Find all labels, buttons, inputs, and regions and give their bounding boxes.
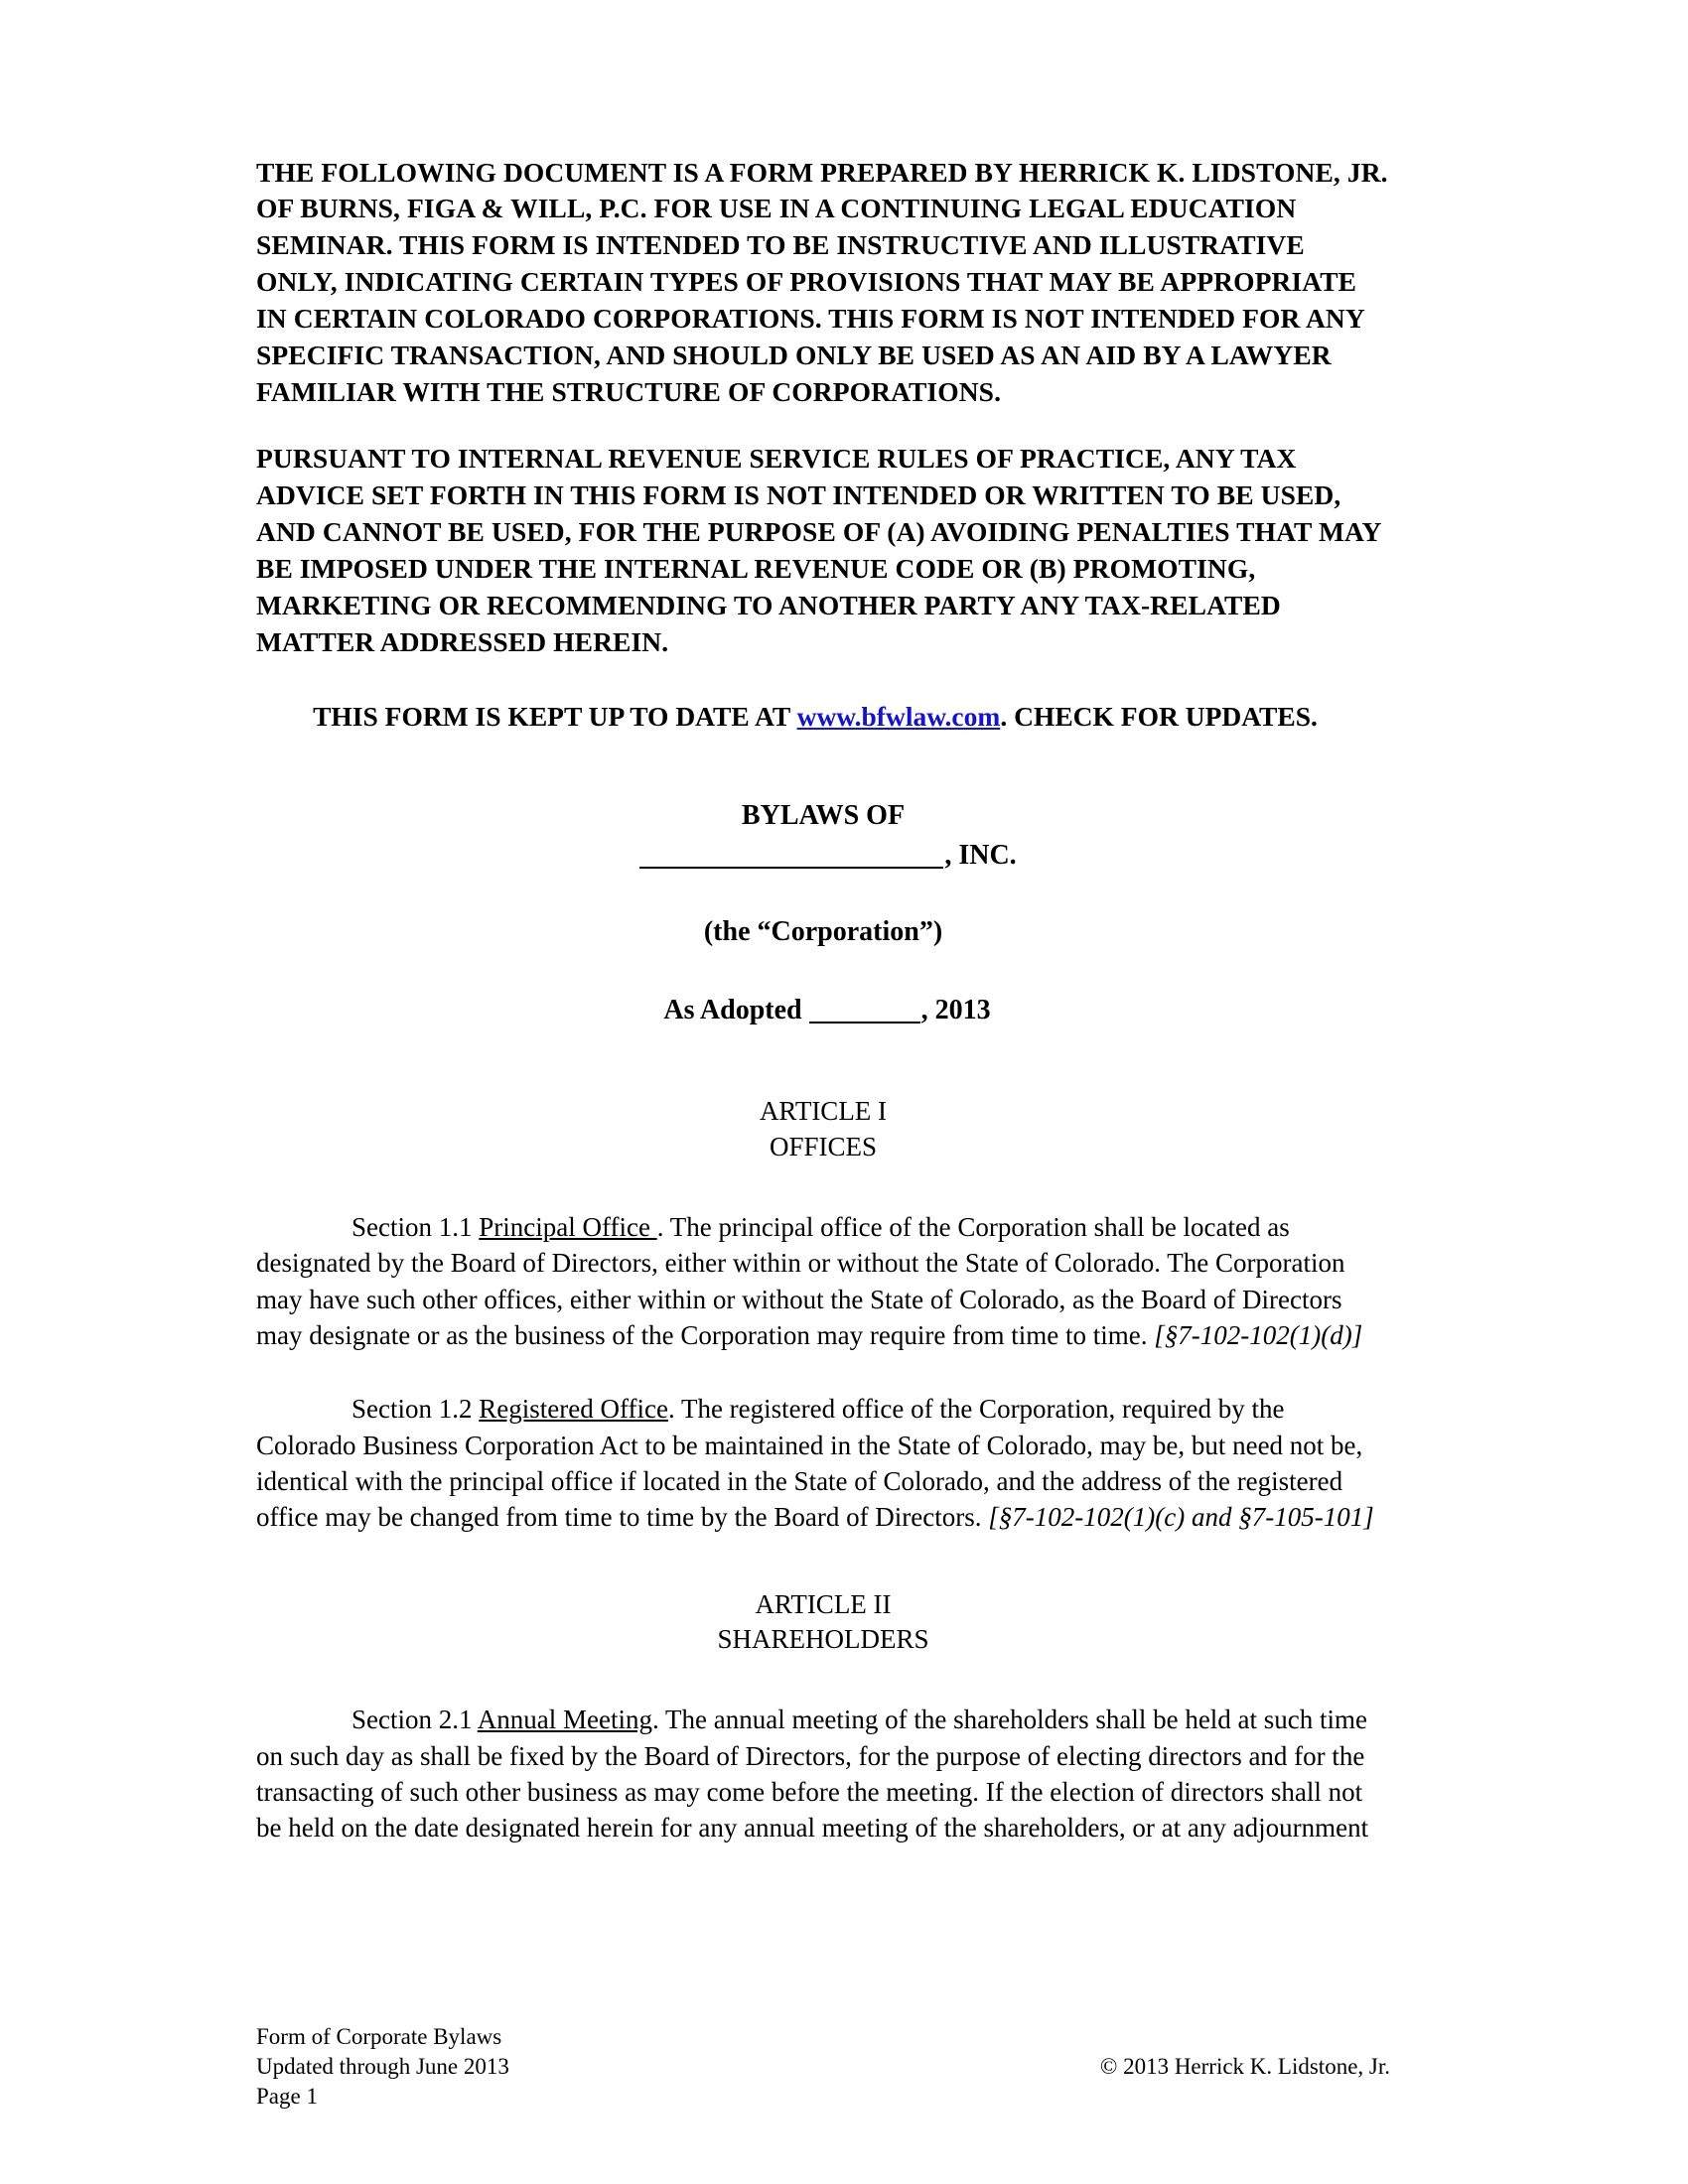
corporation-name-suffix: , INC. xyxy=(944,839,1017,871)
bylaws-title-line-1: BYLAWS OF xyxy=(741,800,906,832)
bylaws-title-block xyxy=(256,797,1390,1028)
page-content xyxy=(256,127,1390,1873)
section-1-1-citation: [§7-102-102(1)(d)] xyxy=(1154,1319,1363,1350)
article-heading-1 xyxy=(256,1094,1390,1165)
section-1-1-paragraph xyxy=(256,1209,1390,1353)
section-1-2-heading: Registered Office xyxy=(479,1394,668,1425)
as-adopted-suffix: , 2013 xyxy=(920,994,991,1025)
updates-notice xyxy=(256,699,1390,736)
footer-updated-row xyxy=(256,2052,1390,2082)
article-2-name: SHAREHOLDERS xyxy=(717,1624,929,1655)
corporation-defined-term: (the “Corporation”) xyxy=(703,915,943,947)
updates-notice-suffix: . CHECK FOR UPDATES. xyxy=(1000,701,1318,733)
corporation-name-line xyxy=(256,837,1390,874)
section-2-1-paragraph xyxy=(256,1702,1390,1845)
footer-copyright: © 2013 Herrick K. Lidstone, Jr. xyxy=(1099,2054,1390,2080)
section-1-2-number: Section 1.2 xyxy=(352,1394,473,1425)
section-1-1-number: Section 1.1 xyxy=(352,1212,473,1243)
footer-updated-through: Updated through June 2013 xyxy=(256,2054,509,2080)
section-1-1-body: . The principal office of the Corporation shall be located as designated by the Board of Directors, either within or without the State of Colorado. The Corporation may have such other offices, either within or without the State of Colorado, as the Board of Directors may designate or as the business of the Corporation may require from time to time. xyxy=(256,1212,1345,1350)
section-1-2-paragraph xyxy=(256,1391,1390,1535)
section-2-1-heading: Annual Meeting xyxy=(477,1705,652,1735)
footer-page-number: Page 1 xyxy=(256,2084,318,2110)
footer-doc-title: Form of Corporate Bylaws xyxy=(256,2024,502,2049)
section-1-2-body: . The registered office of the Corporation, required by the Colorado Business Corporation Act to be maintained in the State of Colorado, may be, but need not be, identical with the principal office if located in the State of Colorado, and the address of the registered office may be changed from time to time by the Board of Directors. xyxy=(256,1394,1363,1533)
section-2-1-body: . The annual meeting of the shareholders shall be held at such time on such day as shall be fixed by the Board of Directors, for the purpose of electing directors and for the transacting of such other business as may come before the meeting. If the election of directors shall not be held on the date designated herein for any annual meeting of the shareholders, or at any adjournment xyxy=(256,1705,1369,1843)
article-1-name: OFFICES xyxy=(769,1132,878,1162)
article-heading-2 xyxy=(256,1587,1390,1659)
updates-notice-prefix: THIS FORM IS KEPT UP TO DATE AT xyxy=(313,701,797,733)
section-1-2-citation: [§7-102-102(1)(c) and §7-105-101] xyxy=(988,1502,1374,1533)
irs-circular-230-disclaimer: PURSUANT TO INTERNAL REVENUE SERVICE RULES OF PRACTICE, ANY TAX ADVICE SET FORTH IN THIS FORM IS NOT INTENDED OR WRITTEN TO BE USED, AND CANNOT BE USED, FOR THE PURPOSE OF (A) AVOIDING PENALTIES THAT MAY BE IMPOSED UNDER THE INTERNAL REVENUE CODE OR (B) PROMOTING, MARKETING OR RECOMMENDING TO ANOTHER PARTY ANY TAX-RELATED MATTER ADDRESSED HEREIN. xyxy=(256,443,1381,658)
article-1-number: ARTICLE I xyxy=(759,1096,888,1127)
corporation-name-blank[interactable] xyxy=(639,867,943,869)
as-adopted-prefix: As Adopted xyxy=(663,994,809,1025)
page-footer xyxy=(256,2022,1390,2112)
bfwlaw-website-link[interactable]: www.bfwlaw.com xyxy=(796,701,1001,733)
as-adopted-line xyxy=(256,992,1390,1028)
adoption-date-blank[interactable] xyxy=(809,1022,920,1024)
form-purpose-disclaimer: THE FOLLOWING DOCUMENT IS A FORM PREPARED BY HERRICK K. LIDSTONE, JR. OF BURNS, FIGA & WILL, P.C. FOR USE IN A CONTINUING LEGAL EDUCATION SEMINAR. THIS FORM IS INTENDED TO BE INSTRUCTIVE AND ILLUSTRATIVE ONLY, INDICATING CERTAIN TYPES OF PROVISIONS THAT MAY BE APPROPRIATE IN CERTAIN COLORADO CORPORATIONS. THIS FORM IS NOT INTENDED FOR ANY SPECIFIC TRANSACTION, AND SHOULD ONLY BE USED AS AN AID BY A LAWYER FAMILIAR WITH THE STRUCTURE OF CORPORATIONS. xyxy=(256,156,1388,408)
section-2-1-number: Section 2.1 xyxy=(352,1705,473,1735)
section-1-1-heading: Principal Office xyxy=(479,1212,657,1243)
article-2-number: ARTICLE II xyxy=(755,1588,892,1619)
